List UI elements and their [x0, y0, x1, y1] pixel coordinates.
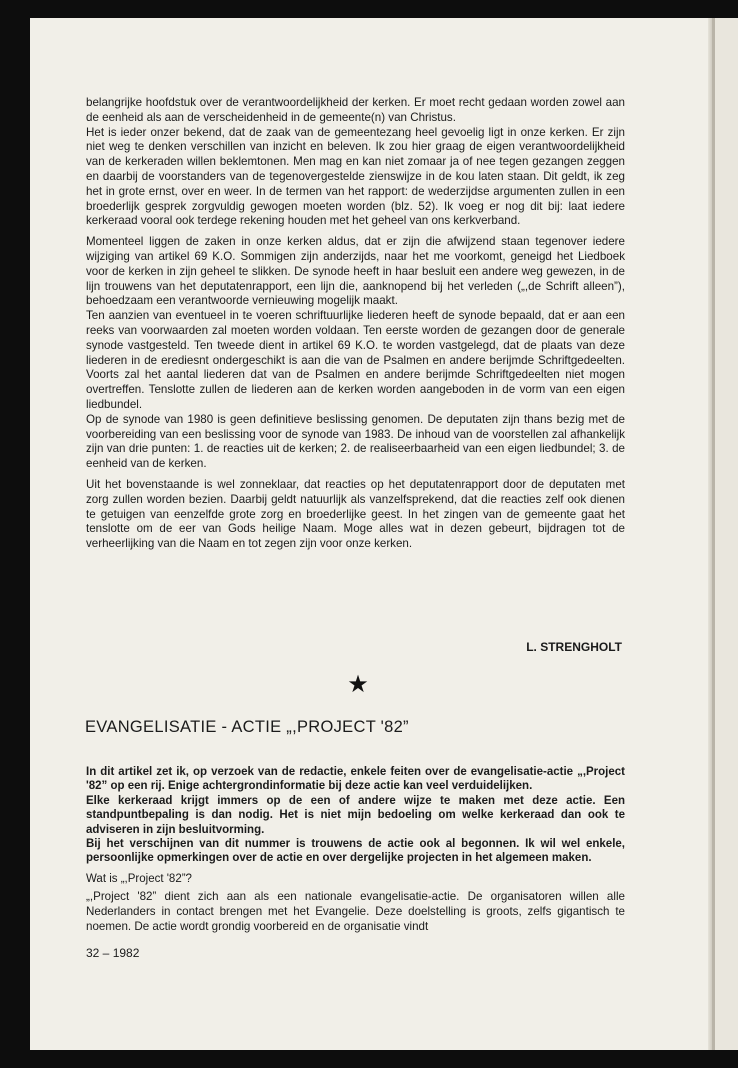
- article1-paragraph-4: Ten aanzien van eventueel in te voeren schriftuurlijke liederen heeft de synode bepaald, dat er aan een reeks van voorwaarden zal moeten worden voldaan. Ten eerste worden de gezangen door de generale synode vastgesteld. Ten tweede dient in artikel 69 K.O. te worden vastgelegd, dat de plaats van deze liederen in de erediesnt ondergeschikt is aan die van de Psalmen en andere berijmde Schriftgedeelten. Voorts zal het aantal liederen dat van de Psalmen en andere berijmde Schriftgedeelten niet mogen overtreffen. Tenslotte zullen de liederen aan de kerken worden aangeboden in de vorm van een eigen liedbundel.: [86, 309, 625, 411]
- article1-paragraph-1: belangrijke hoofdstuk over de verantwoordelijkheid der kerken. Er moet recht gedaan worden zowel aan de eenheid als aan de verscheidenheid in de gemeente(n) van Christus.: [86, 96, 625, 124]
- page-gutter-line: [712, 18, 715, 1050]
- article1-paragraph-3: Momenteel liggen de zaken in onze kerken aldus, dat er zijn die afwijzend staan tegenover iedere wijziging van artikel 69 K.O. Sommigen zijn anderzijds, naar het me voorkomt, geneigd het Liedboek voor de kerken in zijn geheel te slikken. De synode heeft in haar besluit een andere weg gewezen, in de lijn trouwens van het deputatenrapport, een lijn die, aanknopend bij het verleden („,de Schrift alleen”), behoedzaam een verantwoorde vernieuwing mogelijk maakt.: [86, 235, 625, 308]
- article1-signature: L. STRENGHOLT: [526, 640, 622, 654]
- article2-lead-paragraph-2: Elke kerkeraad krijgt immers op de een of andere wijze te maken met deze actie. Een standpuntbepaling is dan nodig. Het is niet mijn bedoeling om welke kerkeraad dan ook te adviseren in zijn besluitvorming.: [86, 794, 625, 836]
- star-separator-icon: ★: [347, 671, 369, 698]
- article2-body: [86, 765, 625, 935]
- page-gutter: [712, 18, 738, 1050]
- article2-heading: EVANGELISATIE - ACTIE „,PROJECT '82”: [85, 718, 409, 736]
- article2-subheading: Wat is „,Project '82”?: [86, 872, 192, 885]
- article2-paragraph: „,Project '82” dient zich aan als een nationale evangelisatie-actie. De organisatoren willen alle Nederlanders in contact brengen met het Evangelie. Deze doelstelling is groots, zelfs gigantisch te noemen. De actie wordt grondig voorbereid en de organisatie vindt: [86, 890, 625, 933]
- article1-paragraph-2: Het is ieder onzer bekend, dat de zaak van de gemeentezang heel gevoelig ligt in onze kerken. Er zijn niet weg te denken verschillen van inzicht en beleven. Ik zou hier graag de eigen verantwoordelijkheid van de kerkeraden willen beklemtonen. Men mag en kan niet zomaar ja of nee tegen gezangen zeggen en daarbij de voorstanders van de tegenovergestelde zienswijze in de kou laten staan. Dit geldt, ik zeg het in grote ernst, over en weer. In de termen van het rapport: de wederzijdse argumenten zullen in een broederlijk gesprek zorgvuldig gewogen moeten worden (blz. 52). Ik voeg er nog dit bij: laat iedere kerkeraad vooral ook terdege rekening houden met het geheel van ons kerkverband.: [86, 125, 625, 228]
- article1-paragraph-5: Op de synode van 1980 is geen definitieve beslissing genomen. De deputaten zijn thans bezig met de voorbereiding van een beslissing voor de synode van 1983. De inhoud van de voorstellen zal afhankelijk zijn van drie punten: 1. de reacties uit de kerken; 2. de realiseerbaarheid van een eigen liedbundel; 3. de eenheid van de kerken.: [86, 412, 625, 471]
- page-number: 32 – 1982: [86, 946, 140, 960]
- article1-body: [86, 96, 625, 552]
- article2-lead-paragraph-3: Bij het verschijnen van dit nummer is trouwens de actie ook al begonnen. Ik wil wel enkele, persoonlijke opmerkingen over de actie en over dergelijke projecten in het algemeen maken.: [86, 838, 625, 865]
- article2-lead-paragraph-1: In dit artikel zet ik, op verzoek van de redactie, enkele feiten over de evangelisatie-actie „,Project '82” op een rij. Enige achtergrondinformatie bij deze actie kan veel verduidelijken.: [86, 766, 625, 793]
- article1-paragraph-6: Uit het bovenstaande is wel zonneklaar, dat reacties op het deputatenrapport door de deputaten met zorg zullen worden bezien. Daarbij geldt natuurlijk als vanzelfsprekend, dat die reacties zelf ook dienen te getuigen van eenzelfde grote zorg en broederlijke geest. In het zingen van de gemeente gaat het tenslotte om de eer van Gods heilige Naam. Moge alles wat in dezen gebeurt, bijdragen tot de verheerlijking van die Naam en tot zegen zijn voor onze kerken.: [86, 477, 625, 551]
